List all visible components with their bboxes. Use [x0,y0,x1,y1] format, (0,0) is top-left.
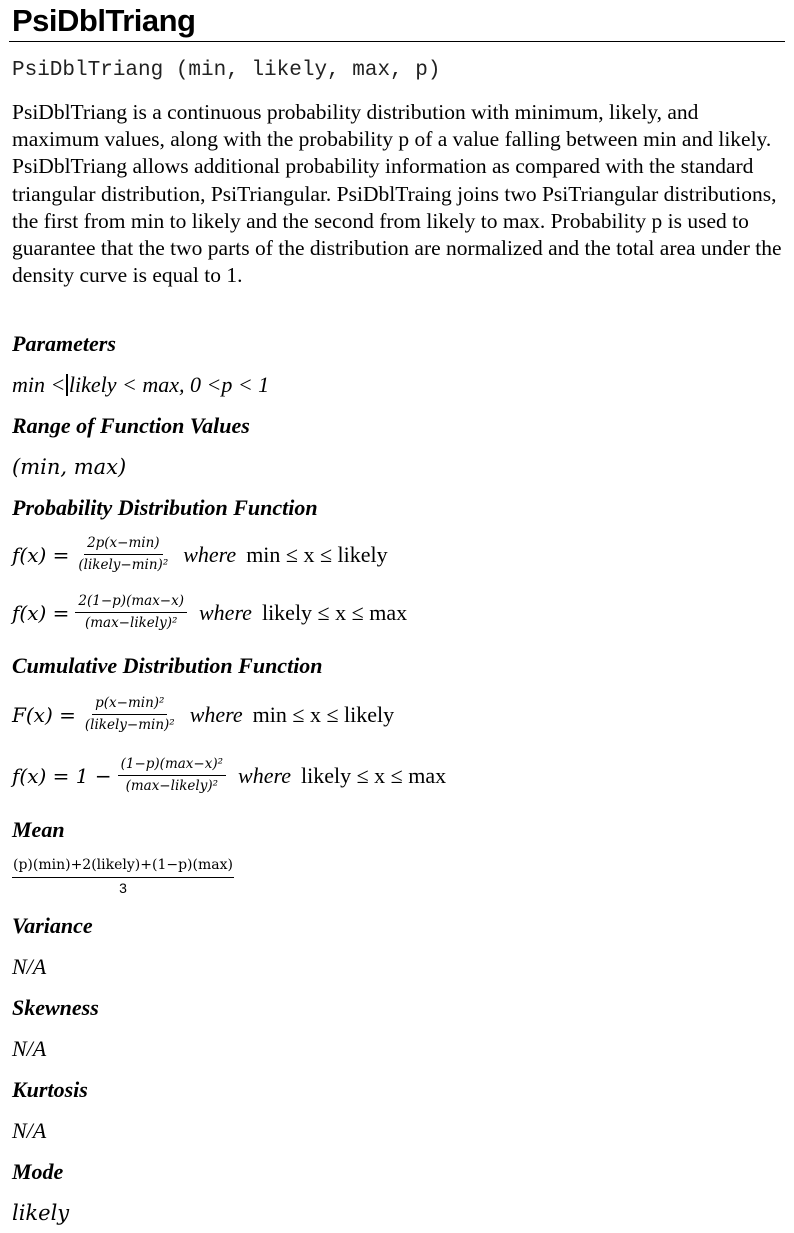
title-divider [9,41,785,42]
kurtosis-heading: Kurtosis [12,1077,88,1102]
parameters-text-start: min < [12,372,66,397]
pdf-condition: min ≤ x ≤ likely [246,541,388,567]
pdf-heading: Probability Distribution Function [12,495,318,520]
cdf-fraction [118,756,226,795]
pdf-equation-2 [12,593,407,632]
cdf-lhs: f(x) = 1 − [12,763,112,788]
range-heading: Range of Function Values [12,413,250,438]
cdf-fraction [82,695,178,734]
pdf-fraction [75,593,187,632]
variance-heading: Variance [12,913,93,938]
skewness-heading: Skewness [12,995,99,1020]
where-label: where [238,762,291,788]
mode-heading: Mode [12,1159,64,1184]
where-label: where [199,599,252,625]
mode-value: likely [12,1201,70,1225]
description-paragraph: PsiDblTriang is a continuous probability distribution with minimum, likely, and maximum values, along with the probability p of a value falling between min and likely. PsiDblTriang allows additional probability information as compared with the standard triangular distribution, PsiTriangular. PsiDblTraing joins two PsiTriangular distributions, the first from min to likely and the second from likely to max. Probability p is used to guarantee that the two parts of the distribution are normalized and the total area under the density curve is equal to 1. [12,100,782,288]
skewness-value: N/A [12,1036,47,1061]
cdf-condition: likely ≤ x ≤ max [300,762,447,788]
pdf-denominator: (max−likely)² [84,615,178,631]
cdf-condition: min ≤ x ≤ likely [252,701,395,727]
parameters-text-end: likely < max, 0 <p < 1 [68,372,270,397]
pdf-condition: likely ≤ x ≤ max [261,599,408,625]
function-signature: PsiDblTriang (min, likely, max, p) [12,59,441,82]
pdf-equation-1 [12,535,388,574]
cdf-denominator: (likely−min)² [84,717,175,733]
text-cursor [66,374,68,396]
cdf-lhs: F(x) = [12,702,76,727]
mean-formula [12,856,234,896]
pdf-fraction [75,535,171,574]
where-label: where [189,701,243,727]
pdf-lhs: f(x) = [12,542,70,567]
kurtosis-value: N/A [12,1118,47,1143]
parameters-heading: Parameters [12,331,116,356]
page-title: PsiDblTriang [12,3,196,38]
pdf-lhs: f(x) = [12,600,70,625]
cdf-equation-2 [12,756,446,795]
pdf-numerator: 2p(x−min) [84,535,163,555]
mean-denominator: 3 [119,880,127,896]
parameters-text[interactable] [12,372,269,398]
pdf-numerator: 2(1−p)(max−x) [75,593,187,613]
mean-heading: Mean [12,817,65,842]
cdf-numerator: (1−p)(max−x)² [118,756,226,776]
cdf-denominator: (max−likely)² [125,778,219,794]
where-label: where [183,541,237,567]
cdf-heading: Cumulative Distribution Function [12,653,323,678]
mean-numerator: (p)(min)+2(likely)+(1−p)(max) [12,856,234,878]
variance-value: N/A [12,954,47,979]
cdf-equation-1 [12,695,394,734]
cdf-numerator: p(x−min)² [92,695,167,715]
pdf-denominator: (likely−min)² [78,557,169,573]
range-value: (min, max) [12,455,127,479]
